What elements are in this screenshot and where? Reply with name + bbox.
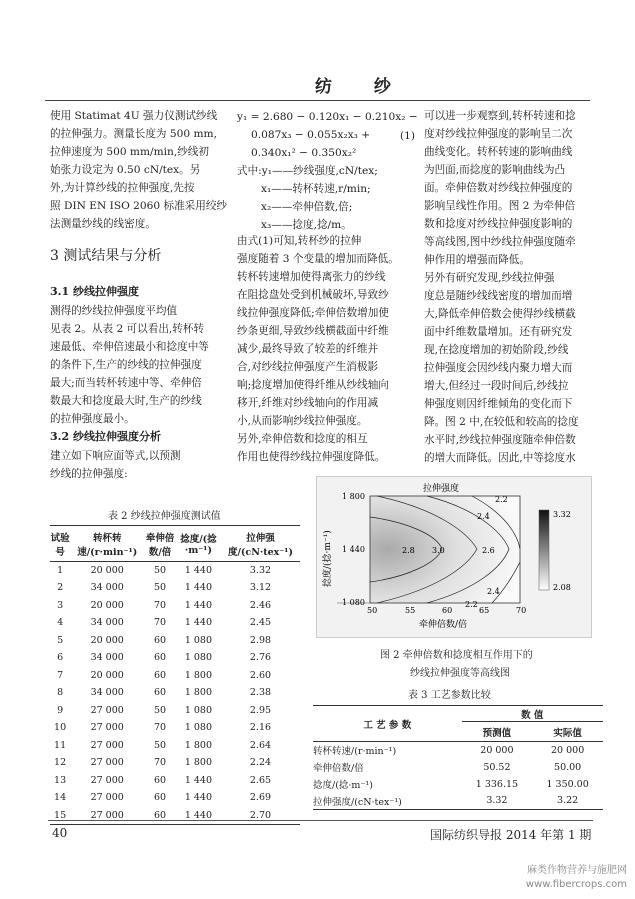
table-cell: 34 000 — [90, 582, 124, 594]
text-line: 在阻捻盘处受到机械破坏,导致纱 — [237, 289, 389, 301]
table-cell: 5 — [57, 634, 64, 646]
table-cell: 3.12 — [249, 582, 272, 594]
subsection-3-2-heading: 3.2 纱线拉伸强度分析 — [50, 430, 161, 443]
x-axis-label: 牵伸倍数/倍 — [419, 620, 468, 630]
y-axis-label: 捻度/(捻·m⁻¹) — [323, 530, 333, 587]
table-cell: 2.95 — [249, 704, 272, 716]
figure-2-caption-2: 纱线拉伸强度等高线图 — [410, 668, 510, 679]
table-cell: 60 — [154, 634, 167, 646]
column-3-text — [424, 107, 579, 467]
table-cell: 20 000 — [90, 599, 124, 611]
figure-2-caption: 图 2 牵伸倍数和捻度相互作用下的 — [380, 650, 533, 661]
table-row — [50, 684, 300, 702]
table-cell: 7 — [57, 669, 64, 681]
text-line: 纱条更细,导致纱线横截面中纤维 — [237, 325, 389, 337]
contour-label: 2.2 — [465, 600, 478, 609]
table-row — [50, 719, 300, 737]
table-cell: 1 080 — [184, 652, 213, 664]
table-2 — [50, 525, 300, 825]
table-cell: 2.38 — [249, 687, 272, 699]
table-cell: 1 440 — [184, 617, 213, 629]
table-cell: 2.65 — [249, 774, 272, 786]
table-2-header: 牵伸倍数/倍 — [145, 532, 175, 558]
table-cell: 50 — [154, 739, 167, 751]
table-cell: 3.22 — [557, 795, 579, 807]
text-line: 度总是随纱线线密度的增加而增 — [424, 290, 573, 302]
equation-line: 0.087x₃ − 0.055x₂x₃ + — [251, 129, 371, 141]
x-tick: 60 — [442, 606, 453, 615]
table-row — [50, 754, 300, 772]
table-3-header-pred: 预测值 — [482, 727, 512, 739]
table-cell: 14 — [54, 792, 67, 804]
table-row — [50, 667, 300, 685]
text-line: 的拉伸强力。测量长度为 500 mm, — [50, 128, 217, 140]
table-row — [313, 759, 603, 776]
equation-line: 0.340x₁² − 0.350x₂² — [251, 147, 357, 159]
figure-title: 拉伸强度 — [423, 484, 460, 494]
table-2-header: 拉伸强度/(cN·tex⁻¹) — [227, 532, 293, 558]
text-line: 线拉伸强度降低;牵伸倍数增加使 — [237, 307, 389, 319]
definition-line: x₁——转杯转速,r/min; — [261, 183, 371, 195]
watermark — [526, 864, 627, 892]
text-line: 响;捻度增加使得纤维从纱线轴向 — [237, 379, 389, 391]
table-cell: 1 800 — [184, 687, 213, 699]
table-cell: 70 — [154, 757, 167, 769]
table-cell: 70 — [154, 599, 167, 611]
table-cell: 4 — [57, 617, 64, 629]
table-cell: 50.00 — [554, 761, 582, 773]
text-line: 伸强度则因纤维倾角的变化而下 — [424, 398, 573, 410]
table-2-header: 捻度/(捻·m⁻¹) — [180, 534, 217, 556]
table-cell: 60 — [154, 652, 167, 664]
table-cell: 27 000 — [90, 809, 124, 821]
text-line: 照 DIN EN ISO 2060 标准采用绞纱 — [50, 200, 228, 212]
table-cell: 3 — [57, 599, 64, 611]
colorbar-max: 3.32 — [553, 510, 571, 519]
watermark-line-1: 麻类作物营养与施肥网 — [527, 865, 627, 876]
definition-line: x₂——牵伸倍数,倍; — [261, 201, 353, 213]
text-line: 的增大而降低。因此,中等捻度水 — [424, 452, 576, 464]
table-cell: 8 — [57, 687, 64, 699]
table-row — [50, 597, 300, 615]
table-row — [313, 742, 603, 759]
table-row — [50, 562, 300, 580]
table-cell: 27 000 — [90, 722, 124, 734]
table-cell: 2.24 — [249, 757, 272, 769]
text-line: 小,从而影响纱线拉伸强度。 — [237, 415, 368, 427]
table-cell: 1 800 — [184, 739, 213, 751]
x-tick: 55 — [405, 606, 416, 615]
text-line: 纱线的拉伸强度: — [50, 468, 128, 480]
table-cell: 1 440 — [184, 599, 213, 611]
x-tick: 70 — [516, 606, 527, 615]
text-line: 外,为计算纱线的拉伸强度,先按 — [50, 182, 195, 194]
table-cell: 捻度/(捻·m⁻¹) — [313, 780, 373, 791]
table-cell: 27 000 — [90, 704, 124, 716]
table-row — [313, 793, 603, 810]
header-title: 纺 纱 — [315, 77, 409, 97]
table-cell: 13 — [54, 774, 67, 786]
table-cell: 2.46 — [249, 599, 272, 611]
table-3-caption: 表 3 工艺参数比较 — [408, 690, 491, 701]
table-cell: 10 — [54, 722, 67, 734]
table-3-header-value: 数 值 — [462, 706, 603, 722]
colorbar — [539, 510, 549, 590]
text-line: 测得的纱线拉伸强度平均值 — [50, 305, 178, 317]
x-tick: 50 — [367, 606, 378, 615]
text-line: 的条件下,生产的纱线的拉伸强度 — [50, 359, 202, 371]
definition-line: 式中:y₁——纱线强度,cN/tex; — [237, 165, 378, 177]
column-1 — [50, 107, 227, 233]
text-line: 可以进一步观察到,转杯转速和捻 — [424, 110, 576, 122]
table-cell: 50 — [154, 704, 167, 716]
table-cell: 27 000 — [90, 757, 124, 769]
table-row — [50, 772, 300, 790]
table-cell: 50 — [154, 582, 167, 594]
text-line: 水平时,纱线拉伸强度随牵伸倍数 — [424, 434, 576, 446]
table-cell: 27 000 — [90, 792, 124, 804]
equation-block — [237, 108, 418, 162]
section-3-heading: 3 测试结果与分析 — [50, 248, 162, 264]
text-line: 另外有研究发现,纱线拉伸强 — [424, 272, 555, 284]
text-line: 数最大和捻度最大时,生产的纱线 — [50, 395, 202, 407]
paragraph-analysis — [237, 232, 399, 466]
paragraph-method — [50, 107, 227, 233]
table-cell: 34 000 — [90, 652, 124, 664]
table-3-header-actual: 实际值 — [553, 727, 582, 739]
text-line: 曲线变化。转杯转速的影响曲线 — [424, 146, 573, 158]
table-cell: 60 — [154, 774, 167, 786]
contour-label: 2.4 — [487, 587, 500, 596]
subsection-3-1-heading: 3.1 纱线拉伸强度 — [50, 285, 139, 298]
table-cell: 2.76 — [249, 652, 272, 664]
table-row — [313, 776, 603, 793]
table-2-caption: 表 2 纱线拉伸强度测试值 — [108, 511, 221, 522]
table-row — [50, 579, 300, 597]
text-line: 拉伸速度为 500 mm/min,纱线初 — [50, 146, 209, 158]
table-cell: 1 440 — [184, 792, 213, 804]
table-row — [50, 702, 300, 720]
table-cell: 60 — [154, 792, 167, 804]
table-cell: 1 800 — [184, 669, 213, 681]
table-cell: 3.32 — [249, 565, 272, 576]
table-cell: 27 000 — [90, 774, 124, 786]
table-cell: 1 350.00 — [546, 778, 589, 790]
text-line: 数和捻度对纱线拉伸强度影响的 — [424, 218, 573, 230]
table-cell: 60 — [154, 687, 167, 699]
table-cell: 50 — [154, 565, 167, 576]
text-line: 为凹面,而捻度的影响曲线为凸 — [424, 164, 566, 176]
text-line: 面中纤维数量增加。还有研究发 — [424, 326, 573, 338]
table-cell: 1 080 — [184, 634, 213, 646]
y-tick: 1 080 — [342, 598, 365, 607]
contour-plot — [317, 477, 591, 637]
text-line: 拉伸强度会因纱线内聚力增大而 — [424, 362, 573, 374]
page-number: 40 — [52, 826, 68, 840]
contour-label: 2.2 — [495, 495, 508, 504]
text-line: 减少,最终导致了较差的纤维并 — [237, 343, 379, 355]
text-line: 强度随着 3 个变量的增加而降低。 — [237, 253, 399, 265]
text-line: 降。图 2 中,在较低和较高的捻度 — [424, 416, 579, 428]
table-cell: 2.69 — [249, 792, 272, 804]
page-footer — [48, 820, 593, 821]
paragraph-3-2 — [50, 447, 181, 483]
table-cell: 20 000 — [480, 744, 514, 756]
table-cell: 34 000 — [90, 687, 124, 699]
table-cell: 1 — [57, 565, 64, 576]
table-cell: 60 — [154, 809, 167, 821]
table-cell: 1 080 — [184, 704, 213, 716]
colorbar-min: 2.08 — [553, 583, 571, 592]
text-line: 的拉伸强度最小。 — [50, 413, 135, 425]
table-2-header: 转杯转速/(r·min⁻¹) — [77, 532, 138, 558]
figure-2-frame — [316, 476, 592, 638]
contour-label: 2.8 — [402, 546, 415, 555]
text-line: 见表 2。从表 2 可以看出,转杯转 — [50, 323, 205, 335]
table-cell: 2.45 — [249, 617, 272, 629]
table-cell: 牵伸倍数/倍 — [313, 763, 364, 774]
running-header — [45, 70, 590, 101]
table-cell: 1 440 — [184, 582, 213, 594]
table-3-header-param: 工 艺 参 数 — [313, 706, 462, 742]
table-cell: 2.64 — [249, 739, 272, 751]
equation-line: y₁ = 2.680 − 0.120x₁ − 0.210x₂ − — [237, 111, 418, 123]
table-cell: 2.98 — [249, 634, 272, 646]
table-cell: 转杯转速/(r·min⁻¹) — [313, 746, 397, 758]
table-cell: 2.70 — [249, 809, 272, 821]
table-cell: 1 440 — [184, 774, 213, 786]
y-tick: 1 800 — [342, 492, 365, 501]
text-line: 合,对纱线拉伸强度产生消极影 — [237, 361, 379, 373]
text-line: 等高线图,图中纱线拉伸强度随牵 — [424, 236, 576, 248]
table-cell: 20 000 — [551, 744, 585, 756]
table-cell: 3.32 — [486, 795, 508, 807]
table-cell: 6 — [57, 652, 64, 664]
variable-definitions — [237, 162, 378, 234]
watermark-line-2: www.fibercrops.com — [525, 879, 627, 890]
table-cell: 20 000 — [90, 634, 124, 646]
text-line: 另外,牵伸倍数和捻度的相互 — [237, 433, 368, 445]
table-cell: 2.60 — [249, 669, 272, 681]
table-cell: 15 — [54, 809, 67, 821]
table-2-header: 试验号 — [50, 532, 70, 558]
table-cell: 拉伸强度/(cN·tex⁻¹) — [313, 796, 402, 808]
table-cell: 20 000 — [90, 565, 124, 576]
table-cell: 1 080 — [184, 722, 213, 734]
text-line: 建立如下响应面等式,以预测 — [50, 450, 181, 462]
text-line: 始张力设定为 0.50 cN/tex。另 — [50, 164, 201, 176]
contour-label: 2.4 — [477, 512, 490, 521]
text-line: 度对纱线拉伸强度的影响呈二次 — [424, 128, 573, 140]
text-line: 现,在捻度增加的初始阶段,纱线 — [424, 344, 569, 356]
table-cell: 1 440 — [184, 565, 213, 576]
text-line: 伸作用的增强而降低。 — [424, 254, 530, 266]
text-line: 影响呈线性作用。图 2 为牵伸倍 — [424, 200, 576, 212]
text-line: 移开,纤维对纱线轴向的作用减 — [237, 397, 379, 409]
text-line: 转杯转速增加使得离张力的纱线 — [237, 271, 386, 283]
table-row — [50, 737, 300, 755]
table-row — [50, 649, 300, 667]
paragraph-3-1 — [50, 302, 209, 428]
table-cell: 11 — [54, 739, 67, 751]
table-cell: 2 — [57, 582, 64, 594]
text-line: 作用也使得纱线拉伸强度降低。 — [237, 451, 386, 463]
x-tick: 65 — [479, 606, 490, 615]
table-cell: 1 800 — [184, 757, 213, 769]
table-3 — [313, 705, 603, 810]
table-row — [50, 807, 300, 825]
y-tick: 1 440 — [342, 545, 365, 554]
table-cell: 70 — [154, 617, 167, 629]
table-cell: 12 — [54, 757, 67, 769]
table-row — [50, 789, 300, 807]
text-line: 法测量纱线的线密度。 — [50, 218, 156, 230]
text-line: 大,降低牵伸倍数会使得纱线横截 — [424, 308, 576, 320]
table-cell: 1 336.15 — [475, 778, 519, 790]
text-line: 最大;而当转杯转速中等、牵伸倍 — [50, 377, 202, 389]
journal-issue: 国际纺织导报 2014 年第 1 期 — [430, 828, 592, 842]
table-cell: 9 — [57, 704, 64, 716]
text-line: 面。牵伸倍数对纱线拉伸强度的 — [424, 182, 573, 194]
contour-label: 2.6 — [482, 546, 495, 555]
table-row — [50, 614, 300, 632]
table-cell: 70 — [154, 722, 167, 734]
table-cell: 1 440 — [184, 809, 213, 821]
equation-number: (1) — [400, 130, 416, 142]
table-cell: 34 000 — [90, 617, 124, 629]
text-line: 由式(1)可知,转杯纱的拉伸 — [237, 235, 362, 247]
table-cell: 27 000 — [90, 739, 124, 751]
table-cell: 60 — [154, 669, 167, 681]
text-line: 速最低、牵伸倍速最小和捻度中等 — [50, 341, 209, 353]
table-cell: 50.52 — [483, 761, 511, 773]
text-line: 使用 Statimat 4U 强力仪测试纱线 — [50, 110, 218, 122]
table-cell: 2.16 — [249, 722, 272, 734]
definition-line: x₃——捻度,捻/m。 — [261, 219, 352, 231]
table-cell: 20 000 — [90, 669, 124, 681]
text-line: 增大,但经过一段时间后,纱线拉 — [424, 380, 569, 392]
table-row — [50, 632, 300, 650]
contour-label: 3.0 — [432, 546, 445, 555]
